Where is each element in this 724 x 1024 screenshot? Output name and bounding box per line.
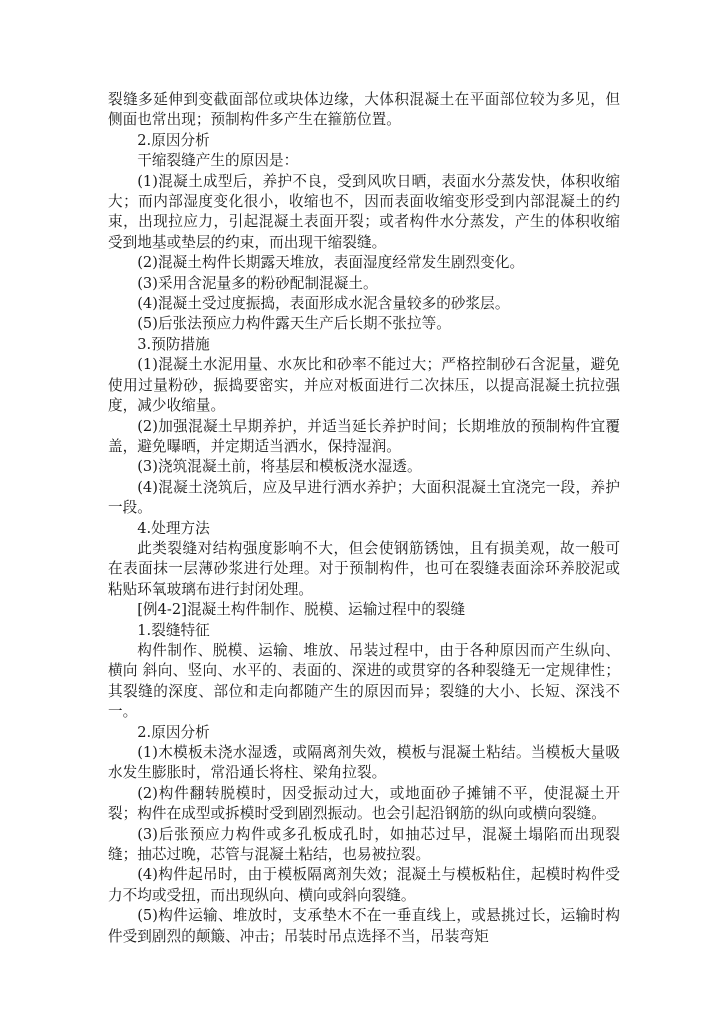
section-heading-prevention: 3.预防措施 — [137, 335, 210, 353]
list-item-cause-2: (2)混凝土构件长期露天堆放，表面湿度经常发生剧烈变化。 — [137, 254, 525, 272]
section-heading-cause-analysis-2: 2.原因分析 — [137, 723, 210, 741]
paragraph-crack-features: 构件制作、脱模、运输、堆放、吊装过程中，由于各种原因而产生纵向、横向 斜向、竖向、水平的、表面的、深进的或贯穿的各种裂缝无一定规律性；其裂缝的深度、部位和走向都随产生的原因而异；裂缝的大小、长短、深浅不一。 — [108, 641, 620, 721]
list-item-cause-b-3: (3)后张预应力构件或多孔板成孔时，如抽芯过早，混凝土塌陷而出现裂缝；抽芯过晚，芯管与混凝土粘结，也易被拉裂。 — [108, 825, 620, 864]
list-item-cause-3: (3)采用含泥量多的粉砂配制混凝土。 — [137, 274, 378, 292]
list-item-cause-b-1: (1)木模板未浇水湿透，或隔离剂失效，模板与混凝土粘结。当模板大量吸水发生膨胀时，常沿通长将柱、梁角拉裂。 — [108, 744, 620, 782]
list-item-cause-b-5: (5)构件运输、堆放时，支承垫木不在一垂直线上，或悬挑过长，运输时构件受到剧烈的颠簸、冲击；吊装时吊点选择不当，吊装弯矩 — [108, 907, 620, 945]
list-item-prevention-3: (3)浇筑混凝土前，将基层和模板浇水湿透。 — [137, 458, 422, 476]
paragraph-cause-intro: 干缩裂缝产生的原因是： — [137, 152, 299, 170]
document-page — [108, 90, 620, 947]
list-item-cause-b-4: (4)构件起吊时，由于模板隔离剂失效；混凝土与模板粘住，起模时构件受力不均或受扭，而出现纵向、横向或斜向裂缝。 — [108, 866, 620, 904]
section-heading-treatment: 4.处理方法 — [137, 519, 210, 537]
list-item-cause-4: (4)混凝土受过度振捣，表面形成水泥含量较多的砂浆层。 — [137, 295, 510, 313]
paragraph-treatment: 此类裂缝对结构强度影响不大，但会使钢筋锈蚀，且有损美观，故一般可在表面抹一层薄砂浆进行处理。对于预制构件，也可在裂缝表面涂环养胶泥或粘贴环氧玻璃布进行封闭处理。 — [108, 539, 620, 598]
list-item-prevention-1: (1)混凝土水泥用量、水灰比和砂率不能过大；严格控制砂石含泥量，避免使用过量粉砂，振捣要密实，并应对板面进行二次抹压，以提高混凝土抗拉强度，减少收缩量。 — [108, 356, 620, 415]
paragraph-continuation: 裂缝多延伸到变截面部位或块体边缘，大体积混凝土在平面部位较为多见，但侧面也常出现；预制构件多产生在箍筋位置。 — [108, 91, 620, 129]
example-heading: [例4-2]混凝土构件制作、脱模、运输过程中的裂缝 — [137, 601, 466, 619]
list-item-cause-1: (1)混凝土成型后，养护不良，受到风吹日晒，表面水分蒸发快，体积收缩大；而内部湿度变化很小，收缩也不，因而表面收缩变形受到内部混凝土的约束，出现拉应力，引起混凝土表面开裂；或者构件水分蒸发，产生的体积收缩受到地基或垫层的约束，而出现干缩裂缝。 — [108, 172, 620, 251]
list-item-prevention-4: (4)混凝土浇筑后，应及早进行洒水养护；大面积混凝土宜浇完一段，养护一段。 — [108, 478, 620, 517]
list-item-cause-5: (5)后张法预应力构件露天生产后长期不张拉等。 — [137, 315, 451, 333]
list-item-cause-b-2: (2)构件翻转脱模时，因受振动过大，或地面砂子摊铺不平，使混凝土开裂；构件在成型或拆模时受到剧烈振动。也会引起沿钢筋的纵向或横向裂缝。 — [108, 784, 620, 823]
section-heading-cause-analysis: 2.原因分析 — [137, 131, 210, 149]
list-item-prevention-2: (2)加强混凝土早期养护，并适当延长养护时间；长期堆放的预制构件宜覆盖，避免曝晒，并定期适当洒水，保持湿润。 — [108, 417, 620, 455]
section-heading-crack-features: 1.裂缝特征 — [137, 621, 210, 639]
